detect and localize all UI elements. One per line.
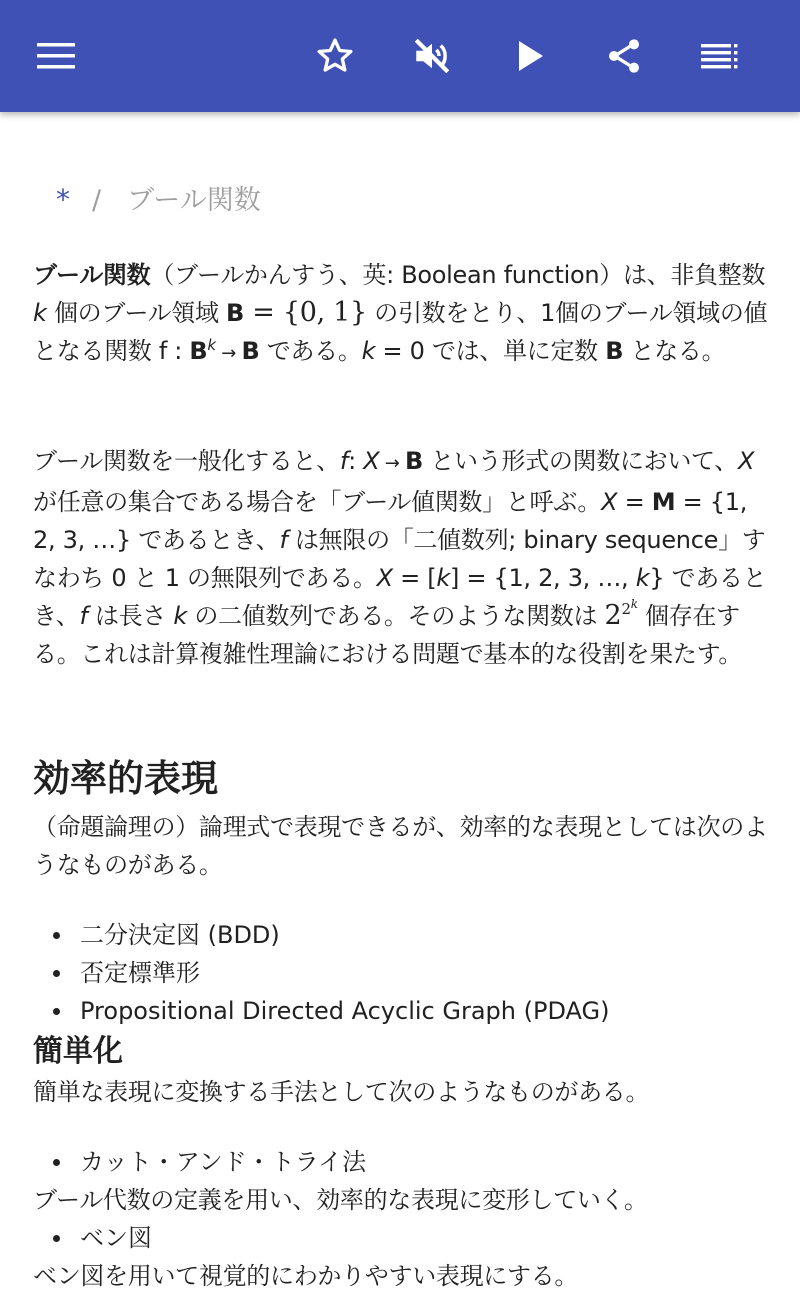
- text: k: [33, 299, 47, 327]
- text: B: [241, 337, 260, 365]
- text: となる。: [623, 337, 726, 365]
- text: f: [79, 602, 88, 630]
- power-formula: [604, 597, 638, 631]
- intro-paragraph: [33, 256, 768, 373]
- text: 個のブール領域: [46, 299, 226, 327]
- menu-icon: [37, 42, 75, 70]
- text: の引数をとり、1個のブール領域の値となる関数 f :: [33, 299, 768, 365]
- text: が任意の集合である場合を「ブール値関数」と呼ぶ。: [33, 488, 602, 516]
- text: X: [363, 447, 380, 475]
- play-button[interactable]: [502, 28, 558, 84]
- section-intro-efficient: （命題論理の）論理式で表現できるが、効率的な表現としては次のようなものがある。: [33, 813, 768, 879]
- list-item[interactable]: 二分決定図 (BDD): [33, 916, 609, 954]
- breadcrumb-current: ブール関数: [127, 185, 261, 216]
- text: →: [379, 453, 405, 474]
- text: = {1, 2, 3, …} であるとき、: [33, 488, 748, 554]
- text: という形式の関数において、: [422, 447, 738, 475]
- app-toolbar: [0, 0, 800, 112]
- list-item-description: ブール代数の定義を用い、効率的な表現に変形していく。: [33, 1186, 648, 1214]
- breadcrumb: [56, 178, 261, 217]
- text: M: [651, 488, 676, 516]
- text: X: [737, 447, 755, 475]
- text: 2: [604, 600, 622, 631]
- text: k: [630, 597, 638, 611]
- generalization-paragraph: [33, 442, 768, 673]
- list-item[interactable]: 否定標準形: [33, 954, 609, 992]
- text: B: [404, 447, 423, 475]
- term-bold: ブール関数: [33, 261, 151, 289]
- text: = 0 では、単に定数: [375, 337, 606, 365]
- text: k: [436, 564, 450, 592]
- text: = [: [392, 564, 437, 592]
- math-formula: = {0, 1}: [243, 297, 367, 328]
- text: k: [173, 602, 187, 630]
- menu-button[interactable]: [28, 28, 84, 84]
- section-heading-efficient-representation: 効率的表現: [33, 757, 218, 800]
- text: } であるとき、: [33, 564, 767, 630]
- section-intro-simplification: 簡単な表現に変換する手法として次のようなものがある。: [33, 1078, 650, 1106]
- text: は無限の「二値数列; binary sequence」すなわち 0 と 1 の無限列である。: [33, 526, 766, 592]
- efficient-representation-list: [33, 916, 609, 1030]
- text: →: [215, 343, 242, 364]
- text: f: [279, 526, 288, 554]
- simplification-list-2: [33, 1219, 152, 1257]
- text: （ブールかんすう、英: Boolean function）は、非負整数: [150, 261, 766, 289]
- simplification-list: [33, 1143, 366, 1181]
- text: は長さ: [87, 602, 174, 630]
- text: B: [189, 337, 208, 365]
- text: である。: [259, 337, 362, 365]
- mute-button[interactable]: [404, 28, 460, 84]
- text: X: [601, 488, 618, 516]
- text: =: [617, 488, 652, 516]
- text: ブール関数を一般化すると、: [33, 447, 340, 475]
- text: k: [207, 336, 216, 354]
- text: B: [225, 299, 244, 327]
- share-button[interactable]: [596, 28, 652, 84]
- text: の二値数列である。そのような関数は: [186, 602, 605, 630]
- star-outline-icon: [314, 36, 356, 76]
- list-item-description: ベン図を用いて視覚的にわかりやすい表現にする。: [33, 1262, 579, 1290]
- list-item[interactable]: カット・アンド・トライ法: [33, 1143, 366, 1181]
- breadcrumb-home-link[interactable]: *: [56, 183, 70, 216]
- text: B: [605, 337, 624, 365]
- toc-list-icon: [701, 43, 739, 69]
- play-icon: [515, 39, 545, 73]
- text: X: [376, 564, 393, 592]
- text: ] = {1, 2, 3, …,: [449, 564, 636, 592]
- text: 2: [621, 600, 631, 618]
- bookmark-button[interactable]: [307, 28, 363, 84]
- text: k: [361, 337, 376, 365]
- text: f: [339, 447, 349, 475]
- share-icon: [604, 35, 644, 77]
- breadcrumb-separator: /: [92, 185, 102, 216]
- list-item[interactable]: ベン図: [33, 1219, 152, 1257]
- section-heading-simplification: 簡単化: [33, 1034, 123, 1069]
- text: :: [348, 447, 364, 475]
- volume-off-icon: [411, 35, 453, 77]
- text: k: [635, 564, 650, 592]
- text: 個存在する。これは計算複雑性理論における問題で基本的な役割を果たす。: [33, 602, 743, 668]
- toc-button[interactable]: [692, 28, 748, 84]
- list-item[interactable]: Propositional Directed Acyclic Graph (PDAG): [33, 992, 609, 1030]
